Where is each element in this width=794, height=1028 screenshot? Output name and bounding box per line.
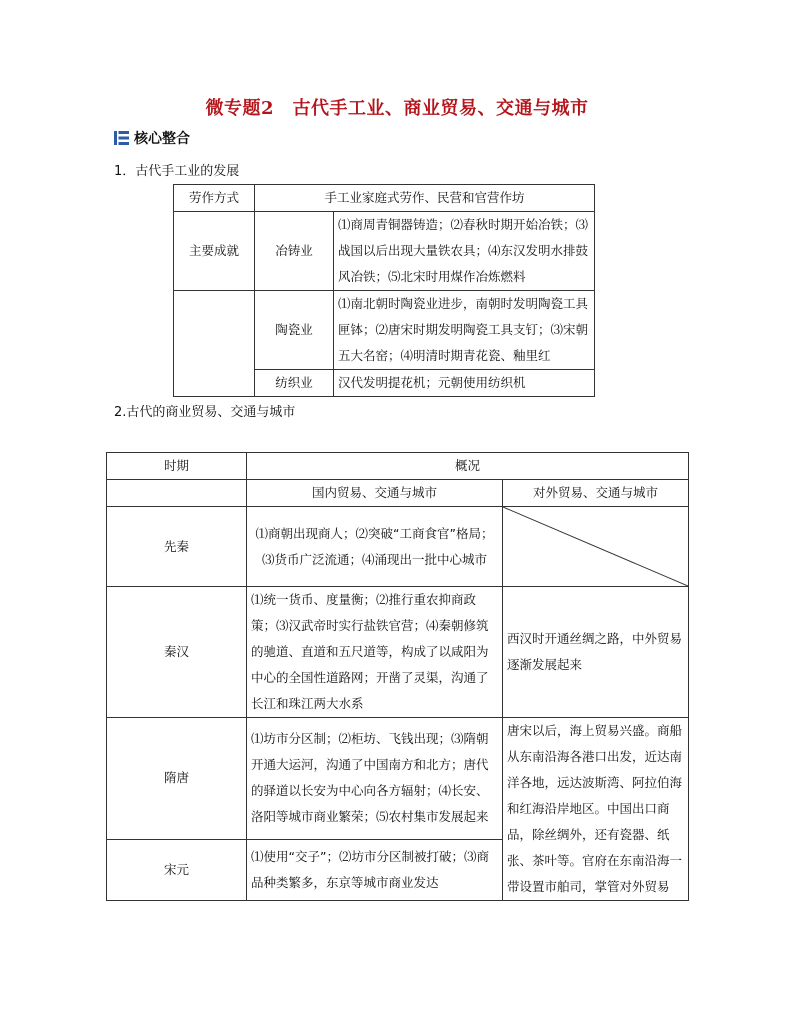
foreign-cell: 西汉时开通丝绸之路，中外贸易逐渐发展起来 — [503, 587, 689, 718]
core-section-heading — [114, 129, 190, 147]
period-cell: 先秦 — [107, 507, 247, 587]
table-row — [174, 212, 595, 291]
foreign-header: 对外贸易、交通与城市 — [503, 480, 689, 507]
period-cell: 秦汉 — [107, 587, 247, 718]
content-cell: ⑴南北朝时陶瓷业进步，南朝时发明陶瓷工具匣钵；⑵唐宋时期发明陶瓷工具支钉；⑶宋朝五大名窑；⑷明清时期青花瓷、釉里红 — [334, 291, 595, 370]
period-cell: 宋元 — [107, 839, 247, 900]
empty-cell — [174, 291, 255, 397]
domestic-cell: ⑴使用“交子”；⑵坊市分区制被打破；⑶商品种类繁多，东京等城市商业发达 — [247, 839, 503, 900]
table-row — [107, 587, 689, 718]
list-icon — [114, 131, 129, 145]
trade-table — [106, 452, 689, 901]
content-cell: 汉代发明提花机；元朝使用纺织机 — [334, 370, 595, 397]
content-cell: ⑴商周青铜器铸造；⑵春秋时期开始冶铁；⑶战国以后出现大量铁农具；⑷东汉发明水排鼓风冶铁；⑸北宋时用煤作冶炼燃料 — [334, 212, 595, 291]
handicraft-table — [173, 184, 595, 397]
domestic-header: 国内贸易、交通与城市 — [247, 480, 503, 507]
domestic-cell: ⑴商朝出现商人；⑵突破“工商食官”格局；⑶货币广泛流通；⑷涌现出一批中心城市 — [247, 507, 503, 587]
labor-label: 劳作方式 — [174, 185, 255, 212]
period-cell: 隋唐 — [107, 718, 247, 840]
diagonal-empty-cell — [503, 507, 689, 587]
core-label: 核心整合 — [134, 131, 190, 147]
main-achievement-label: 主要成就 — [174, 212, 255, 291]
period-header: 时期 — [107, 453, 247, 480]
page-title: 微专题2 古代手工业、商业贸易、交通与城市 — [205, 98, 589, 119]
category-cell: 纺织业 — [255, 370, 334, 397]
diagonal-line — [503, 507, 688, 586]
overview-header: 概况 — [247, 453, 689, 480]
category-cell: 陶瓷业 — [255, 291, 334, 370]
category-cell: 冶铸业 — [255, 212, 334, 291]
foreign-cell: 唐宋以后，海上贸易兴盛。商船从东南沿海各港口出发，近达南洋各地，远达波斯湾、阿拉伯海和红海沿岸地区。中国出口商品，除丝绸外，还有瓷器、纸张、茶叶等。官府在东南沿海一带设置市舶司，掌管对外贸易 — [503, 718, 689, 901]
domestic-cell: ⑴坊市分区制；⑵柜坊、飞钱出现；⑶隋朝开通大运河，沟通了中国南方和北方；唐代的驿道以长安为中心向各方辐射；⑷长安、洛阳等城市商业繁荣；⑸农村集市发展起来 — [247, 718, 503, 840]
table-row — [107, 507, 689, 587]
table-row — [174, 291, 595, 370]
table-row — [107, 718, 689, 840]
section-2-heading: 2.古代的商业贸易、交通与城市 — [114, 405, 296, 420]
table-row — [174, 185, 595, 212]
table-row — [107, 453, 689, 480]
domestic-cell: ⑴统一货币、度量衡；⑵推行重农抑商政策；⑶汉武帝时实行盐铁官营；⑷秦朝修筑的驰道、直道和五尺道等，构成了以咸阳为中心的全国性道路网；开凿了灵渠，沟通了长江和珠江两大水系 — [247, 587, 503, 718]
section-1-heading: 1．古代手工业的发展 — [114, 164, 240, 179]
table-row — [107, 480, 689, 507]
labor-value: 手工业家庭式劳作、民营和官营作坊 — [255, 185, 595, 212]
empty-cell — [107, 480, 247, 507]
